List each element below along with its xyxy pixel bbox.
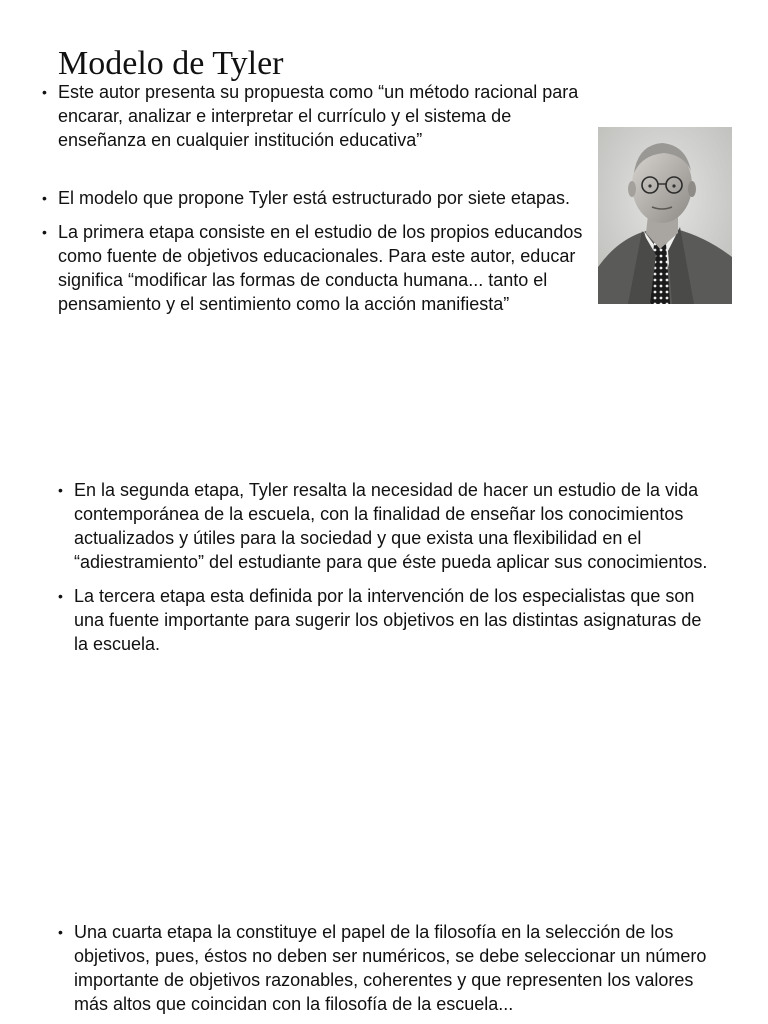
list-item xyxy=(58,478,718,574)
list-item xyxy=(42,220,602,316)
list-item xyxy=(58,584,718,656)
bullet-list-section-1 xyxy=(42,80,602,316)
bullet-text: La tercera etapa esta definida por la intervención de los especialistas que son una fuente importante para sugerir los objetivos en las distintas asignaturas de la escuela. xyxy=(74,586,702,654)
list-item xyxy=(58,920,718,1016)
bullet-text: Este autor presenta su propuesta como “un método racional para encarar, analizar e interpretar el currículo y el sistema de enseñanza en cualquier institución educativa” xyxy=(58,82,579,150)
bullet-text: En la segunda etapa, Tyler resalta la necesidad de hacer un estudio de la vida contemporánea de la escuela, con la finalidad de enseñar los conocimientos actualizados y útiles para la sociedad y que exista una flexibilidad en el “adiestramiento” del estudiante para que éste pueda aplicar sus conocimientos. xyxy=(74,480,708,572)
list-item xyxy=(42,80,602,152)
bullet-list-section-2 xyxy=(58,478,718,656)
bullet-list-section-3 xyxy=(58,920,718,1016)
bullet-icon: • xyxy=(58,588,63,604)
bullet-icon: • xyxy=(58,924,63,940)
portrait-photo-icon xyxy=(598,127,732,304)
bullet-icon: • xyxy=(42,224,47,240)
bullet-icon: • xyxy=(42,190,47,206)
bullet-text: El modelo que propone Tyler está estructurado por siete etapas. xyxy=(58,188,570,208)
page-title: Modelo de Tyler xyxy=(58,45,284,82)
bullet-text: Una cuarta etapa la constituye el papel de la filosofía en la selección de los objetivos, pues, éstos no deben ser numéricos, se debe seleccionar un número importante de objetivos razonables, coherentes y que representen los valores más altos que coincidan con la filosofía de la escuela... xyxy=(74,922,707,1014)
bullet-icon: • xyxy=(42,84,47,100)
bullet-icon: • xyxy=(58,482,63,498)
list-item xyxy=(42,186,602,210)
bullet-text: La primera etapa consiste en el estudio de los propios educandos como fuente de objetivos educacionales. Para este autor, educar significa “modificar las formas de conducta humana... tanto el pensamiento y el sentimiento como la acción manifiesta” xyxy=(58,222,583,314)
portrait-image xyxy=(598,127,732,304)
